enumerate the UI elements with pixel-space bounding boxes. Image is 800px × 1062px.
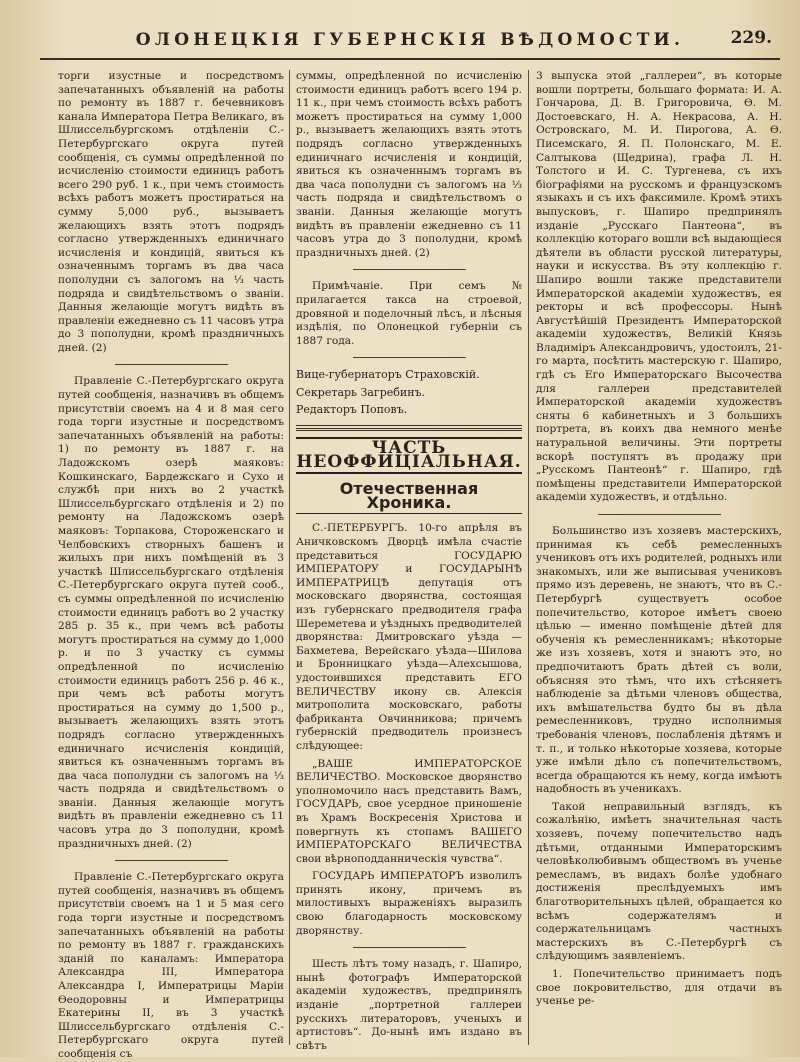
article-paragraph: Такой неправильный взглядъ, къ сожалѣнію, имѣетъ значительная часть хозяевъ, почему попечительство надъ дѣтьми, отданными Императорскимъ человѣколюбивымъ обществомъ въ ученье ремесламъ, въ видахъ болѣе удобнаго достиженія преслѣдуемыхъ имъ благотворительныхъ цѣлей, обращается ко всѣмъ содержателямъ и содержательницамъ частныхъ мастерскихъ въ С.-Петербургѣ съ слѣдующимъ заявленіемъ. [536,800,782,963]
chronicle-title: Отечественная Хроника. [296,482,522,514]
notice-paragraph: торги изустные и посредствомъ запечатанныхъ объявленій на работы по ремонту въ 1887 г. бечевниковъ канала Императора Петра Великаго, въ Шлиссельбургскомъ отдѣленіи С.-Петербургскаго округа путей сообщенія, съ суммы опредѣленной по исчисленію стоимости единицъ работъ всего 290 руб. 1 к., при чемъ стоимость всѣхъ работъ можетъ простираться на сумму 5,000 руб., вызываетъ желающихъ взять этотъ подрядъ согласно утвержденныхъ единичнаго исчисленія и кондицій, явиться къ означеннымъ торгамъ въ два часа пополудни съ залогомъ на ⅓ часть подряда и свидѣтельствомъ о званіи. Данныя желающіе могутъ видѣть въ правленіи ежедневно съ 11 часовъ утра до 3 пополудни, кромѣ праздничныхъ дней. (2) [58,70,284,354]
article-paragraph: Большинство изъ хозяевъ мастерскихъ, принимая къ себѣ ремесленныхъ учениковъ отъ ихъ родителей, родныхъ или знакомыхъ, или же выписывая учениковъ прямо изъ деревень, не знаютъ, что въ С.-Петербургѣ существуетъ особое попечительство, которое имѣетъ своею цѣлью — именно помѣщеніе дѣтей для обученія къ ремесленникамъ; нѣкоторые же изъ хозяевъ, хотя и знаютъ это, но предпочитаютъ брать дѣтей съ воли, объясняя это тѣмъ, что ихъ стѣсняетъ наблюденіе за дѣтьми членовъ общества, ихъ вмѣшательства будто бы въ дѣла ремесленниковъ, трудно исполнимыя требованія членовъ, послабленія дѣтямъ и т. п., и только нѣкоторые хозяева, которые уже имѣли дѣло съ попечительствомъ, всегда обращаются къ нему, когда имѣютъ надобность въ ученикахъ. [536,525,782,796]
separator [353,269,466,270]
separator [598,514,721,515]
column-3 [536,70,782,1045]
article-paragraph: 1. Попечительство принимаетъ подъ свое покровительство, для отдачи въ ученье ре- [536,968,782,1008]
column-1 [58,70,284,1060]
note-paragraph: Примѣчаніе. При семъ № прилагается такса на строевой, дровяной и поделочный лѣсъ, и лѣсныя издѣлія, по Олонецкой губерніи съ 1887 года. [296,280,522,347]
article-paragraph: Шесть лѣтъ тому назадъ, г. Шапиро, нынѣ фотографъ Императорской академіи художествъ, предпринялъ изданіе „портретной галлереи русскихъ литераторовъ, ученыхъ и артистовъ“. До-нынѣ имъ издано въ свѣтъ [296,958,522,1052]
article-paragraph: С.-ПЕТЕРБУРГЪ. 10-го апрѣля въ Аничковскомъ Дворцѣ имѣла счастіе представиться ГОСУДАРЮ ИМПЕРАТОРУ и ГОСУДАРЫНѢ ИМПЕРАТРИЦѢ депутація отъ московскаго дворянства, состоящая изъ губернскаго предводителя графа Шереметева и уѣздныхъ предводителей дворянства: Дмитровскаго уѣзда — Бахметева, Верейскаго уѣзда—Шилова и Бронницкаго уѣзда—Алехсышова, удостоившихся представить ЕГО ВЕЛИЧЕСТВУ икону св. Алексія митрополита московскаго, работы фабриканта Овчинникова; причемъ губернскій предводитель произнесъ слѣдующее: [296,522,522,752]
page-header [40,24,780,60]
vice-governor-signature: Вице-губернаторъ Страховскій. [296,368,480,382]
text-columns [58,70,784,1060]
notice-paragraph: Правленіе С.-Петербургскаго округа путей сообщенія, назначивъ въ общемъ присутствіи своемъ на 1 и 5 мая сего года торги изустные и посредствомъ запечатанныхъ объявленій на работы по ремонту въ 1887 г. гражданскихъ зданій по каналамъ: Императора Александра III, Императора Александра I, Императрицы Маріи Ѳеодоровны и Императрицы Екатерины II, въ 3 участкѣ Шлиссельбургскаго отдѣленія С.-Петербургскаго округа путей сообщенія съ [58,871,284,1060]
newspaper-title: ОЛОНЕЦКІЯ ГУБЕРНСКІЯ ВѢДОМОСТИ. [135,30,685,50]
double-rule [296,425,522,431]
separator [115,860,228,861]
column-rule [528,70,529,1045]
separator [353,357,466,358]
notice-paragraph: Правленіе С.-Петербургскаго округа путей сообщенія, назначивъ въ общемъ присутствіи своемъ на 4 и 8 мая сего года торги изустные и посредствомъ запечатанныхъ объявленій на работы: 1) по ремонту въ 1887 г. на Ладожскомъ озерѣ маяковъ: Кошкинскаго, Бардежскаго и Сухо и службѣ при нихъ во 2 участкѣ Шлиссельбургскаго отдѣленія и 2) по ремонту на Ладожскомъ озерѣ маяковъ: Торпакова, Стороженскаго и Челбовскихъ створныхъ башенъ и жилыхъ при нихъ помѣщеній въ 3 участкѣ Шлиссельбургскаго отдѣленія С.-Петербургскаго округа путей сооб., съ суммы опредѣленной по исчисленію стоимости единицъ работъ во 2 участку 285 р. 35 к., при чемъ всѣ работы могутъ простираться на сумму до 1,000 р. и по 3 участку съ суммы опредѣленной по исчисленію стоимости единицъ работъ 256 р. 46 к., при чемъ всѣ работы могутъ простираться на сумму до 1,500 р., вызываетъ желающихъ взять этотъ подрядъ согласно утвержденныхъ единичнаго исчисленія кондицій, явиться къ означеннымъ торгамъ въ два часа пополудни съ залогомъ на ⅓ часть подряда и свидѣтельствомъ о званіи. Данныя желающіе могутъ видѣть въ правленіи ежедневно съ 11 часовъ утра до 3 пополудни, кромѣ праздничныхъ дней. (2) [58,375,284,850]
column-2 [296,70,522,1052]
separator [353,947,466,948]
separator [115,364,228,365]
page-number: 229. [730,28,772,48]
secretary-signature: Секретарь Загребинъ. [296,385,426,399]
section-title: ЧАСТЬ НЕОФФИЦІАЛЬНАЯ. [296,437,522,474]
editor-signature: Редакторъ Поповъ. [296,403,408,417]
article-paragraph: 3 выпуска этой „галлереи“, въ которые вошли портреты, большаго формата: И. А. Гончарова, Д. В. Григоровича, Ѳ. М. Достоевскаго, Н. А. Некрасова, А. Н. Островскаго, М. И. Пирогова, А. Ѳ. Писемскаго, Я. П. Полонскаго, М. Е. Салтыкова (Щедрина), графа Л. Н. Толстого и И. С. Тургенева, съ ихъ біографіями на русскомъ и французскомъ языкахъ и съ ихъ факсимиле. Кромѣ этихъ выпусковъ, г. Шапиро предпринялъ изданіе „Русскаго Пантеона“, въ коллекцію котораго вошли всѣ выдающіеся дѣятели въ области русской литературы, науки и искусства. Въ эту коллекцію г. Шапиро вошли также представители Императорской академіи художествъ, ея ректоры и всѣ профессоры. Нынѣ Августѣйшій Президентъ Императорской академіи художествъ, Великій Князь Владиміръ Александровичъ, удостоилъ, 21-го марта, посѣтить мастерскую г. Шапиро, гдѣ съ Его Императорскаго Высочества для галлереи представителей Императорской академіи художествъ сняты 6 кабинетныхъ и 3 большихъ портрета, въ коихъ два немного менѣе натуральной величины. Эти портреты вскорѣ поступятъ въ продажу при „Русскомъ Пантеонѣ“ г. Шапиро, гдѣ помѣщены представители Императорской академіи художествъ, и отдѣльно. [536,70,782,504]
column-rule [289,70,290,1045]
notice-paragraph: суммы, опредѣленной по исчисленію стоимости единицъ работъ всего 194 р. 11 к., при чемъ стоимость всѣхъ работъ можетъ простираться на сумму 1,000 р., вызываетъ желающихъ взять этотъ подрядъ согласно утвержденныхъ единичнаго исчисленія и кондицій, явиться къ означеннымъ торгамъ въ два часа пополудни съ залогомъ на ⅓ часть подряда и свидѣтельствомъ о званіи. Данныя желающіе могутъ видѣть въ правленіи ежедневно съ 11 часовъ утра до 3 пополудни, кромѣ праздничныхъ дней. (2) [296,70,522,259]
quote-paragraph: „ВАШЕ ИМПЕРАТОРСКОЕ ВЕЛИЧЕСТВО. Московское дворянство уполномочило насъ представить Вамъ, ГОСУДАРЬ, свое усердное приношеніе въ Храмъ Воскресенія Христова и повергнуть къ стопамъ ВАШЕГО ИМПЕРАТОРСКАГО ВЕЛИЧЕСТВА свои вѣрноподданническія чувства“. [296,757,522,865]
article-paragraph: ГОСУДАРЬ ИМПЕРАТОРЪ изволилъ принять икону, причемъ въ милостивыхъ выраженіяхъ выразилъ свою благодарность московскому дворянству. [296,870,522,937]
